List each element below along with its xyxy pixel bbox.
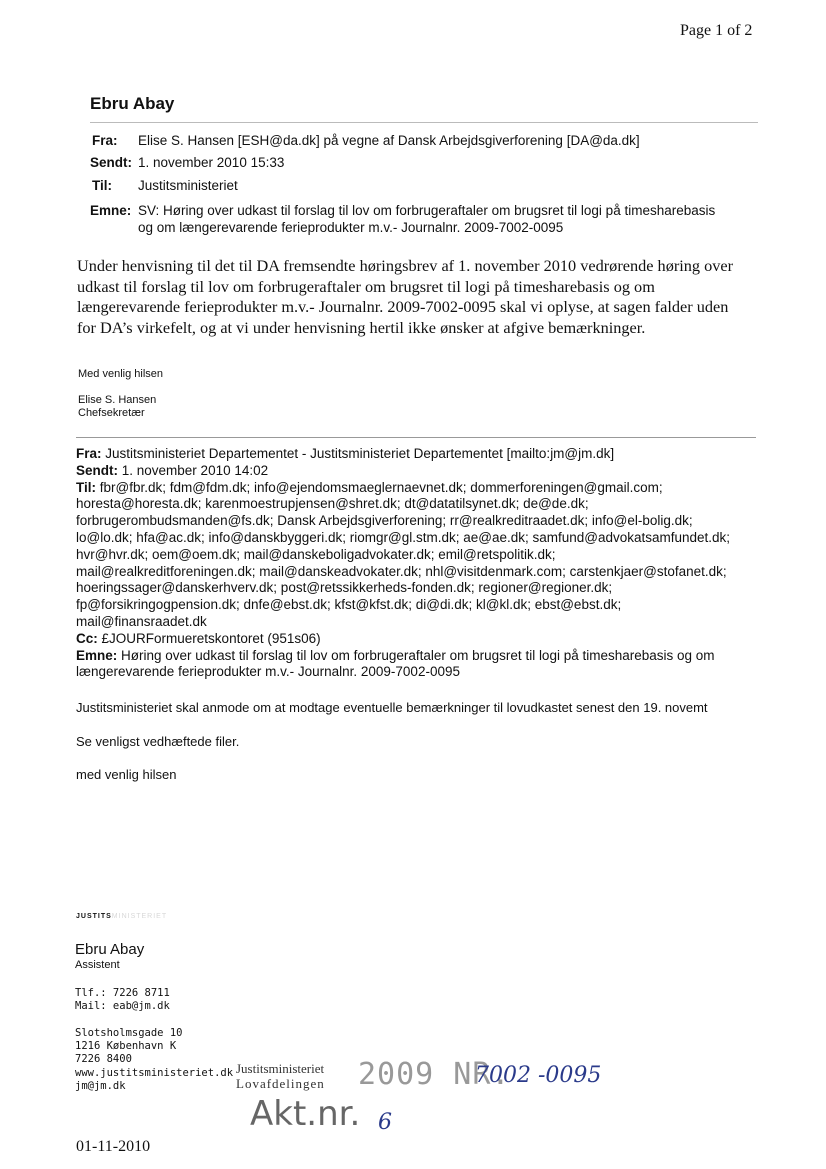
stamp-line-2: Lovafdelingen xyxy=(236,1076,325,1091)
to-line: fbr@fbr.dk; fdm@fdm.dk; info@ejendomsmaeglernaevnet.dk; dommerforeningen@gmail.com; xyxy=(99,479,663,495)
stamp-handwritten-number: 7002 -0095 xyxy=(475,1063,602,1088)
from-value: Elise S. Hansen [ESH@da.dk] på vegne af Dansk Arbejdsgiverforening [DA@da.dk] xyxy=(138,133,640,148)
signature-address-3: 7226 8400 xyxy=(75,1053,132,1065)
sent-label: Sendt: xyxy=(90,155,132,170)
ministry-logo xyxy=(76,913,167,920)
body-line: længerevarende ferieprodukter m.v.- Journalnr. 2009-7002-0095 skal vi oplyse, at sagen falder uden xyxy=(77,297,729,316)
cc-value: £JOURFormueretskontoret (951s06) xyxy=(101,630,321,646)
subject-line-1: SV: Høring over udkast til forslag til lov om forbrugeraftaler om brugsret til logi på timesharebasis xyxy=(138,203,716,218)
subject-row xyxy=(76,648,756,665)
signature-name: Ebru Abay xyxy=(75,941,145,958)
signature-address-1: Slotsholmsgade 10 xyxy=(75,1027,183,1039)
subject-line-2: og om længerevarende ferieprodukter m.v.- Journalnr. 2009-7002-0095 xyxy=(138,220,564,235)
email2-body-line-1: Justitsministeriet skal anmode om at modtage eventuelle bemærkninger til lovudkastet senest den 19. novemt xyxy=(76,700,708,715)
sent-row xyxy=(76,463,756,480)
to-label: Til: xyxy=(92,178,112,193)
to-line: mail@realkreditforeningen.dk; mail@danskeadvokater.dk; nhl@visitdenmark.com; carstenkjaer@stofanet.dk; xyxy=(76,563,727,579)
body-line: udkast til forslag til lov om forbrugeraftaler om brugsret til logi på timesharebasis og om xyxy=(77,276,655,296)
body-line: for DA’s virkefelt, og at vi under henvisning hertil ikke ønsker at afgive bemærkninger. xyxy=(77,317,646,337)
stamp-number: 2009 NR. xyxy=(358,1057,511,1092)
to-line: mail@finansraadet.dk xyxy=(76,613,207,629)
signature-phone: Tlf.: 7226 8711 xyxy=(75,987,170,999)
signature-web: www.justitsministeriet.dk xyxy=(75,1067,234,1079)
signature-title: Assistent xyxy=(75,959,120,971)
to-row xyxy=(76,480,756,497)
subject-line-1: Høring over udkast til forslag til lov om forbrugeraftaler om brugsret til logi på timesharebasis og om xyxy=(121,647,715,663)
sent-value: 1. november 2010 14:02 xyxy=(121,462,269,478)
logo-bold: JUSTITS xyxy=(76,913,112,920)
forward-divider xyxy=(76,437,756,438)
email1-body xyxy=(77,256,757,338)
from-row xyxy=(76,446,756,463)
sender-name: Ebru Abay xyxy=(90,94,175,113)
sent-value: 1. november 2010 15:33 xyxy=(138,155,285,170)
to-line: hvr@hvr.dk; oem@oem.dk; mail@danskeboligadvokater.dk; emil@retspolitik.dk; xyxy=(76,546,556,562)
email1-header xyxy=(90,132,790,242)
to-line: hoeringssager@danskerhverv.dk; post@retssikkerheds-fonden.dk; regioner@regioner.dk; xyxy=(76,580,613,596)
signature-mail: Mail: eab@jm.dk xyxy=(75,1000,170,1012)
cc-row xyxy=(76,631,756,648)
to-line: horesta@horesta.dk; karenmoestrupjensen@shret.dk; dt@datatilsynet.dk; de@de.dk; xyxy=(76,496,589,512)
page-number: Page 1 of 2 xyxy=(680,22,753,39)
akt-handwritten: 6 xyxy=(378,1110,392,1135)
from-value: Justitsministeriet Departementet - Justitsministeriet Departementet [mailto:jm@jm.dk] xyxy=(105,446,615,461)
email2-header xyxy=(76,446,756,681)
email2-body-line-2: Se venligst vedhæftede filer. xyxy=(76,734,240,749)
signature-email: jm@jm.dk xyxy=(75,1080,126,1092)
to-label: Til: xyxy=(76,479,96,495)
stamp-line-1: Justitsministeriet xyxy=(236,1061,325,1076)
body-line: Under henvisning til det til DA fremsendte høringsbrev af 1. november 2010 vedrørende høring over xyxy=(77,256,734,275)
to-line: forbrugerombudsmanden@fs.dk; Dansk Arbejdsgiverforening; rr@realkreditraadet.dk; info@el-bolig.dk; xyxy=(76,513,693,529)
sent-label: Sendt: xyxy=(76,462,118,478)
from-label: Fra: xyxy=(92,133,118,148)
akt-number-stamp: Akt.nr. xyxy=(250,1094,361,1134)
logo-faint: MINISTERIET xyxy=(111,913,168,920)
header-divider xyxy=(90,122,758,123)
to-value: Justitsministeriet xyxy=(138,178,238,193)
subject-label: Emne: xyxy=(90,203,132,218)
email1-signer-title: Chefsekretær xyxy=(78,407,145,419)
footer-date: 01-11-2010 xyxy=(76,1138,151,1155)
email2-closing: med venlig hilsen xyxy=(76,767,177,782)
from-label: Fra: xyxy=(76,446,102,461)
ministry-stamp xyxy=(236,1061,325,1091)
email1-signer-name: Elise S. Hansen xyxy=(78,394,157,406)
subject-label: Emne: xyxy=(76,647,118,663)
subject-line-2: længerevarende ferieprodukter m.v.- Journalnr. 2009-7002-0095 xyxy=(76,664,460,680)
signature-address-2: 1216 København K xyxy=(75,1040,177,1052)
to-line: lo@lo.dk; hfa@ac.dk; info@danskbyggeri.dk; riomgr@gl.stm.dk; ae@ae.dk; samfund@advokatsamfundet.dk; xyxy=(76,529,731,545)
email1-closing: Med venlig hilsen xyxy=(78,368,163,380)
cc-label: Cc: xyxy=(76,630,98,646)
to-line: fp@forsikringogpension.dk; dnfe@ebst.dk; kfst@kfst.dk; di@di.dk; kl@kl.dk; ebst@ebst.dk; xyxy=(76,597,622,613)
